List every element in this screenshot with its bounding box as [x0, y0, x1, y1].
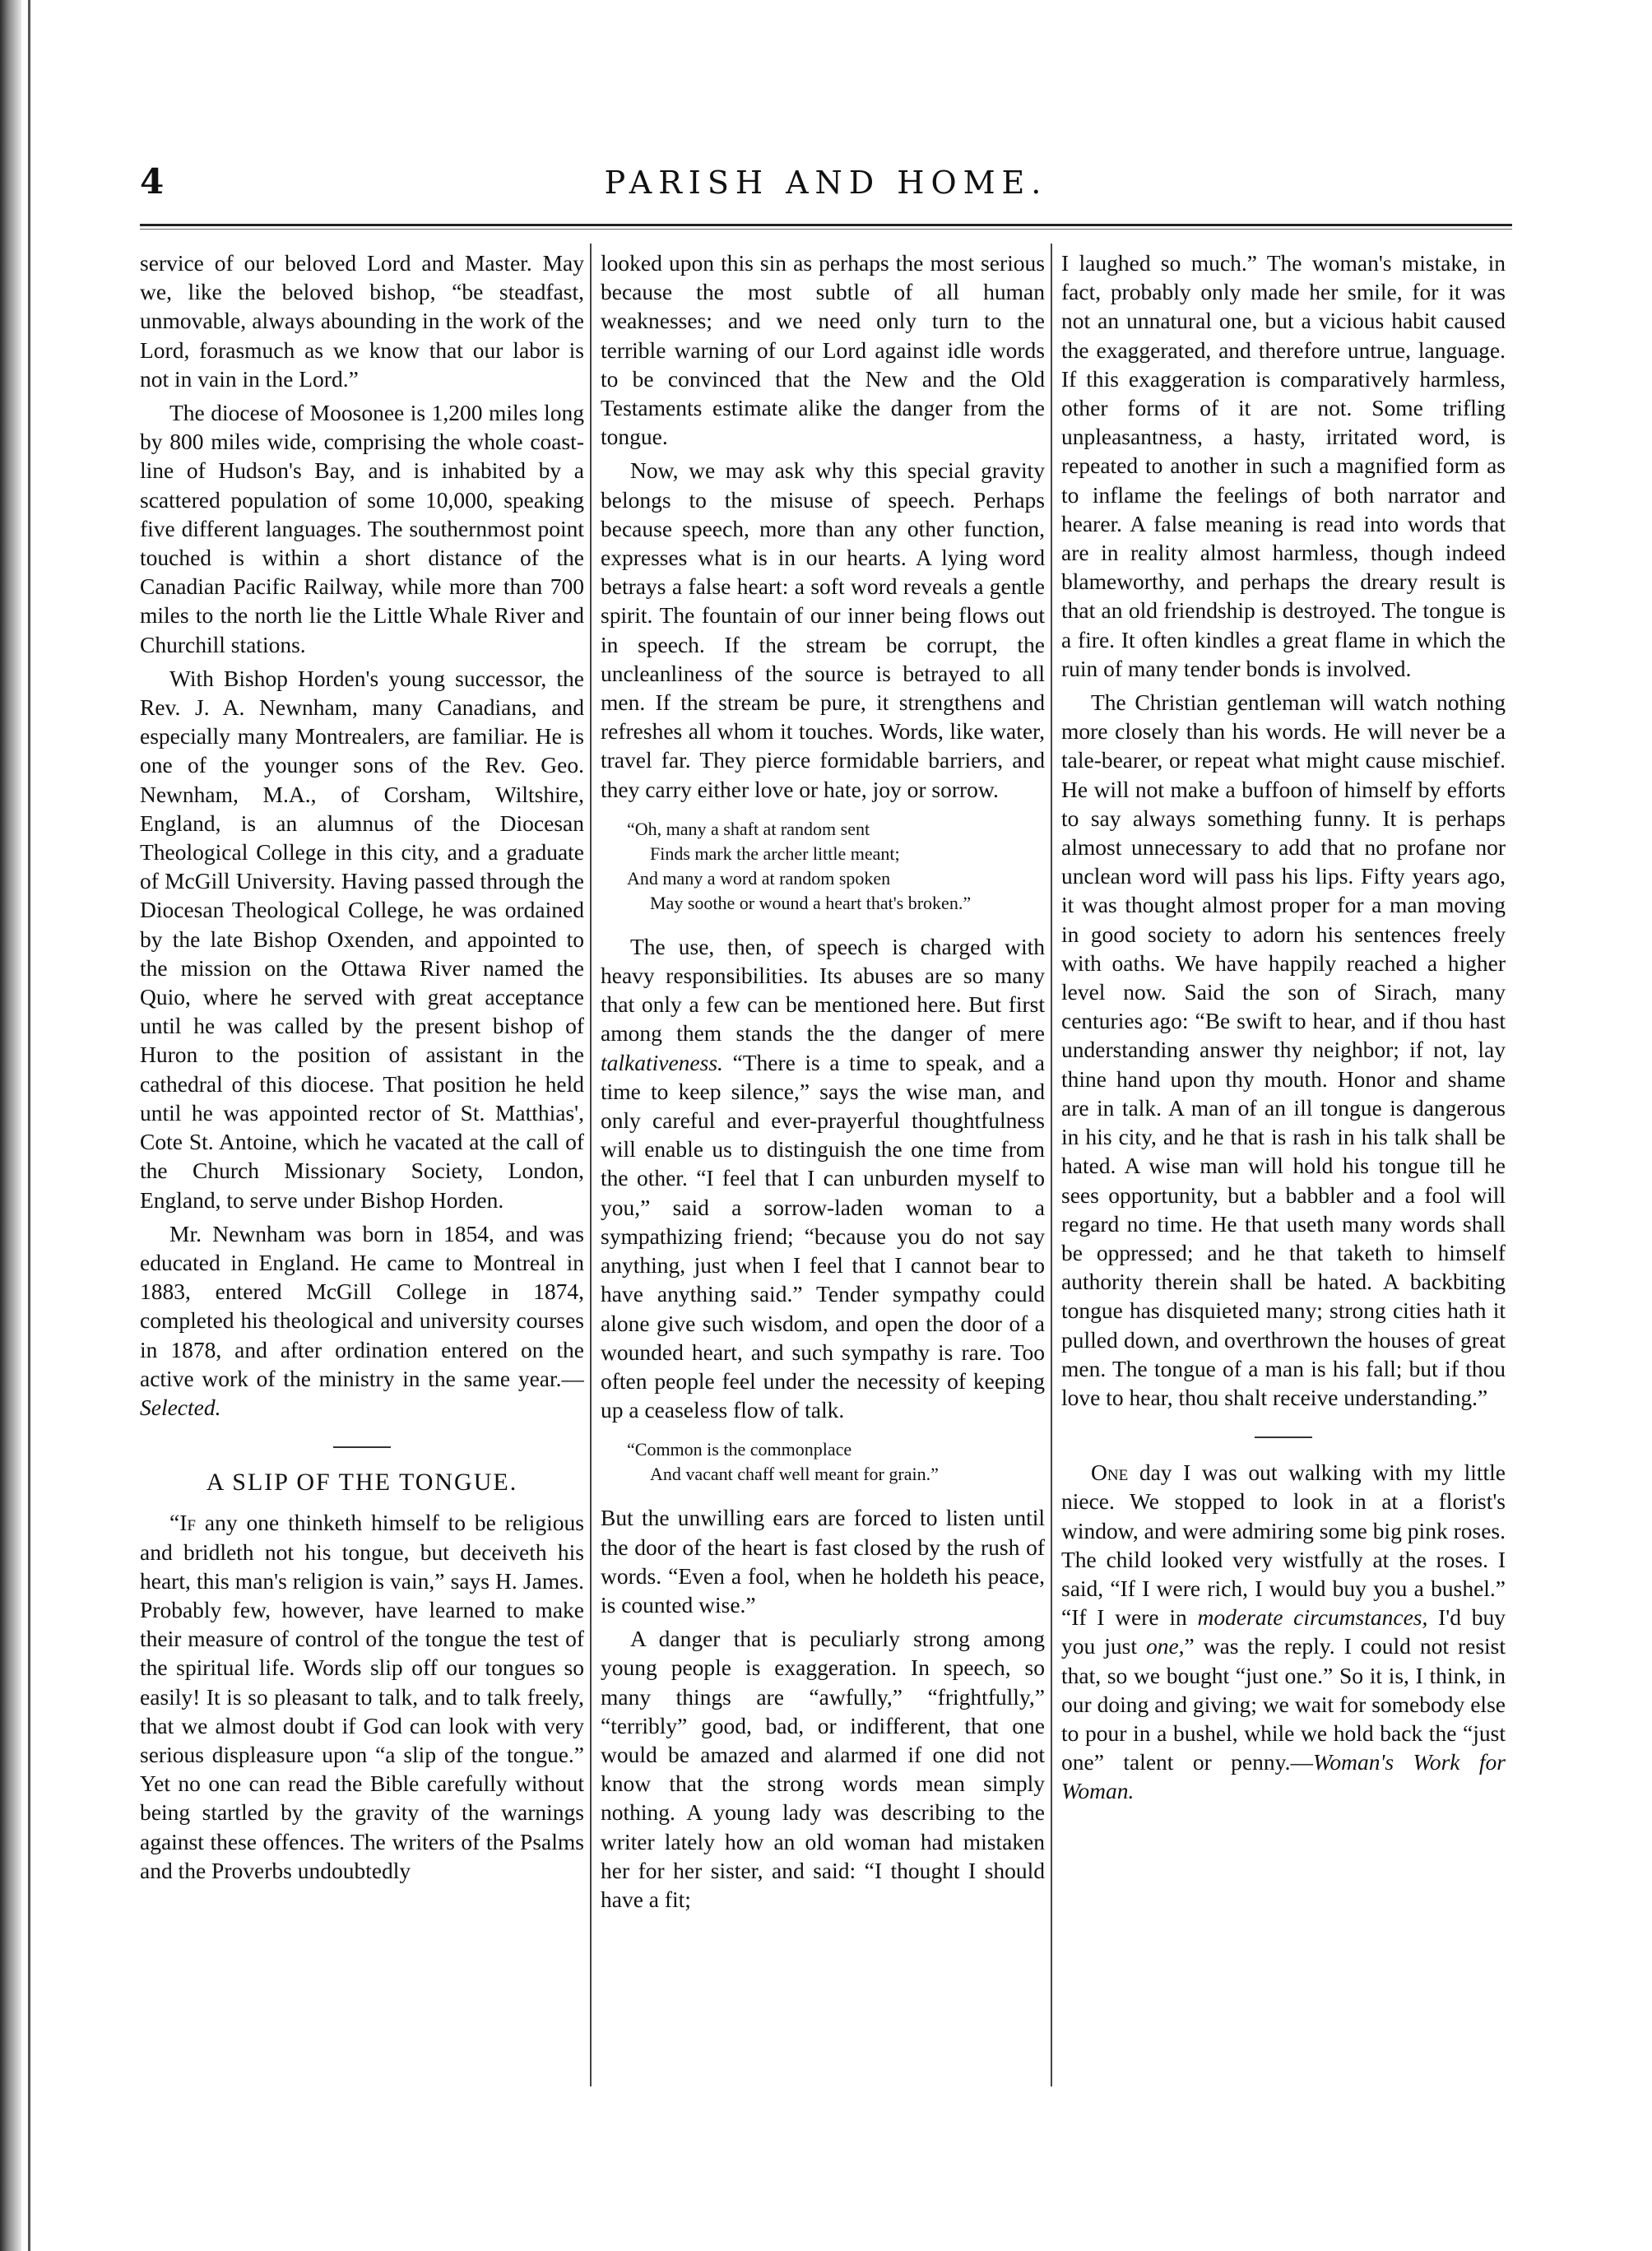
scan-edge-line — [28, 0, 30, 2251]
verse-line: “Oh, many a shaft at random sent — [627, 818, 870, 839]
col1-paragraph-1: service of our beloved Lord and Master. May we, like the beloved bishop, “be steadfast, unmovable, always abounding in the work of the Lord, forasmuch as we know that our labor is not in vain in the Lord.” — [140, 250, 584, 392]
column-1 — [140, 248, 584, 2141]
header-rule — [140, 224, 1512, 230]
column-divider-2 — [1051, 244, 1052, 2086]
col2-paragraph-3-text-a: The use, then, of speech is charged with heavy responsibilities. Its abuses are so many that only a few can be mentioned here. But first among them stands the the danger of mere — [601, 933, 1045, 1047]
col3-paragraph-3-text-b: I'd buy you just — [1061, 1604, 1506, 1659]
col2-paragraph-2: Now, we may ask why this special gravity belongs to the misuse of speech. Perhaps because speech, more than any other function, expresses what is in our hearts. A lying word betrays a false heart: a soft word reveals a gentle spirit. The fountain of our inner being flows out in speech. If the stream be corrupt, the uncleanliness of the source is betrayed to all men. If the stream be pure, it strengthens and refreshes all whom it touches. Words, like water, travel far. They pierce formidable barriers, and they carry either love or hate, joy or sorrow. — [601, 457, 1045, 802]
col3-paragraph-2: The Christian gentleman will watch nothing more closely than his words. He will never be a tale-bearer, or repeat what might cause mischief. He will not make a buffoon of himself by efforts to say always something funny. It is perhaps almost unnecessary to add that no profane nor unclean word will pass his lips. Fifty years ago, it was thought almost proper for a man moving in good society to adorn his sentences freely with oaths. We have happily reached a higher level now. Said the son of Sirach, many centuries ago: “Be swift to hear, and if thou hast understanding answer thy neighbor; if not, lay thine hand upon thy mouth. Honor and shame are in talk. A man of an ill tongue is dangerous in his city, and he that is rash in his talk shall be hated. A wise man will hold his tongue till he sees opportunity, but a babbler and a fool will regard no time. He that useth many words shall be oppressed; and he that taketh to himself authority therein shall be hated. A backbiting tongue has disquieted many; strong cities hath it pulled down, and overthrown the houses of great men. The tongue of a man is his fall; but if thou love to hear, thou shalt receive understanding.” — [1061, 689, 1506, 1410]
verse-line: May soothe or wound a heart that's broken.” — [650, 892, 972, 913]
col3-paragraph-1: I laughed so much.” The woman's mistake, in fact, probably only made her smile, for it was not an unnatural one, but a vicious habit caused the exaggerated, and therefore untrue, language. If this exaggeration is comparatively harmless, other forms of it are not. Some trifling unpleasantness, a hasty, irritated word, is repeated to another in such a magnified form as to inflame the feelings of both narrator and hearer. A false meaning is read into words that are in reality almost harmless, though indeed blameworthy, and perhaps the dreary result is that an old friendship is destroyed. The tongue is a fire. It often kindles a great flame in which the ruin of many tender bonds is involved. — [1061, 250, 1506, 681]
col2-verse-2 — [627, 1437, 1045, 1487]
col3-paragraph-3-text-c: ” was the reply. I could not resist that, so we bought “just one.” So it is, I think, in our doing and giving; we wait for somebody else to pour in a bushel, while we hold back the “just one” talent or penny.— — [1061, 1633, 1506, 1775]
verse-line: And many a word at random spoken — [627, 867, 891, 889]
col2-paragraph-4: But the unwilling ears are forced to listen until the door of the heart is fast closed by the rush of words. “Even a fool, when he holdeth his peace, is counted wise.” — [601, 1505, 1045, 1617]
column-2 — [601, 248, 1045, 2141]
col3-paragraph-3-italic-1: moderate circumstances, — [1197, 1604, 1428, 1631]
section-divider — [333, 1446, 391, 1448]
running-title: PARISH AND HOME. — [604, 165, 1048, 201]
col2-paragraph-3-text-b: “There is a time to speak, and a time to keep silence,” says the wise man, and only careful and ever-prayerful thoughtfulness will enable us to distinguish the one time from the other. “I feel that I can unburden myself to you,” said a sorrow-laden woman to a sympathizing friend; “because you do not say anything, just when I feel that I cannot bear to have anything said.” Tender sympathy could alone give such wisdom, and open the door of a wounded heart, and such sympathy is rare. Too often people feel under the necessity of keeping up a ceaseless flow of talk. — [601, 1049, 1045, 1423]
column-3 — [1061, 248, 1506, 2141]
col1-source-credit: Selected. — [140, 1394, 221, 1420]
article-title: A SLIP OF THE TONGUE. — [206, 1469, 518, 1497]
col3-paragraph-3 — [1061, 1458, 1506, 1805]
col3-source-credit: Woman's Work for Woman. — [1061, 1749, 1506, 1804]
verse-line: Finds mark the archer little meant; — [650, 842, 900, 864]
col1-paragraph-5-text: any one thinketh himself to be religious and bridleth not his tongue, but deceiveth his heart, this man's religion is vain,” says H. James. Probably few, however, have learned to make their measure of control of the tongue the test of the spiritual life. Words slip off our tongues so easily! It is so pleasant to talk, and to talk freely, that we almost doubt if God can look with very serious displeasure upon “a slip of the tongue.” Yet no one can read the Bible carefully without being startled by the gravity of the warnings against these offences. The writers of the Psalms and the Proverbs undoubtedly — [140, 1510, 584, 1883]
col2-paragraph-1: looked upon this sin as perhaps the most serious because the most subtle of all human weaknesses; and we need only turn to the terrible warning of our Lord against idle words to be convinced that the New and the Old Testaments estimate alike the danger from the tongue. — [601, 250, 1045, 450]
col3-paragraph-3-text-a: day I was out walking with my little niece. We stopped to look in at a florist's window, and were admiring some big pink roses. The child looked very wistfully at the roses. I said, “If I were rich, I would buy you a bushel.” “If I were in — [1061, 1460, 1506, 1631]
scan-binding-edge — [0, 0, 21, 2251]
verse-line: “Common is the commonplace — [627, 1439, 852, 1460]
col2-paragraph-3 — [601, 932, 1045, 1424]
col1-paragraph-3: With Bishop Horden's young successor, the Rev. J. A. Newnham, many Canadians, and especially many Montrealers, are familiar. He is one of the younger sons of the Rev. Geo. Newnham, M.A., of Corsham, Wiltshire, England, is an alumnus of the Diocesan Theological College in this city, and a graduate of McGill University. Having passed through the Diocesan Theological College, he was ordained by the late Bishop Oxenden, and appointed to the mission on the Ottawa River named the Quio, where he served with great acceptance until he was called by the present bishop of Huron to the position of assistant in the cathedral of this diocese. That position he held until he was appointed rector of St. Matthias', Cote St. Antoine, which he vacated at the call of the Church Missionary Society, London, England, to serve under Bishop Horden. — [140, 665, 584, 1213]
page-header — [140, 161, 1512, 211]
col2-paragraph-5: A danger that is peculiarly strong among young people is exaggeration. In speech, so many things are “awfully,” “frightfully,” “terribly” good, bad, or indifferent, that one would be amazed and alarmed if one did not know that the strong words mean simply nothing. A young lady was describing to the writer lately how an old woman had mistaken her for her sister, and said: “I thought I should have a fit; — [601, 1626, 1045, 1912]
col1-paragraph-2: The diocese of Moosonee is 1,200 miles long by 800 miles wide, comprising the whole coast-line of Hudson's Bay, and is inhabited by a scattered population of some 10,000, speaking five different languages. The southernmost point touched is within a short distance of the Canadian Pacific Railway, while more than 700 miles to the north lie the Little Whale River and Churchill stations. — [140, 400, 584, 657]
col2-verse-1 — [627, 817, 1045, 916]
col1-dropcap: “If — [169, 1510, 196, 1536]
page-number: 4 — [140, 161, 165, 202]
verse-line: And vacant chaff well meant for grain.” — [650, 1464, 939, 1485]
col1-paragraph-5 — [140, 1508, 584, 1885]
col3-paragraph-3-italic-2: one, — [1145, 1633, 1185, 1659]
section-divider — [1255, 1436, 1312, 1438]
column-divider-1 — [590, 244, 592, 2086]
col3-lead-word: One — [1091, 1460, 1129, 1486]
col1-paragraph-4-text: Mr. Newnham was born in 1854, and was educated in England. He came to Montreal in 1883, entered McGill College in 1874, completed his theological and university courses in 1878, and after ordination entered on the active work of the ministry in the same year.— — [140, 1220, 584, 1391]
col1-paragraph-4 — [140, 1219, 584, 1422]
col2-paragraph-3-italic: talkativeness. — [601, 1049, 723, 1075]
